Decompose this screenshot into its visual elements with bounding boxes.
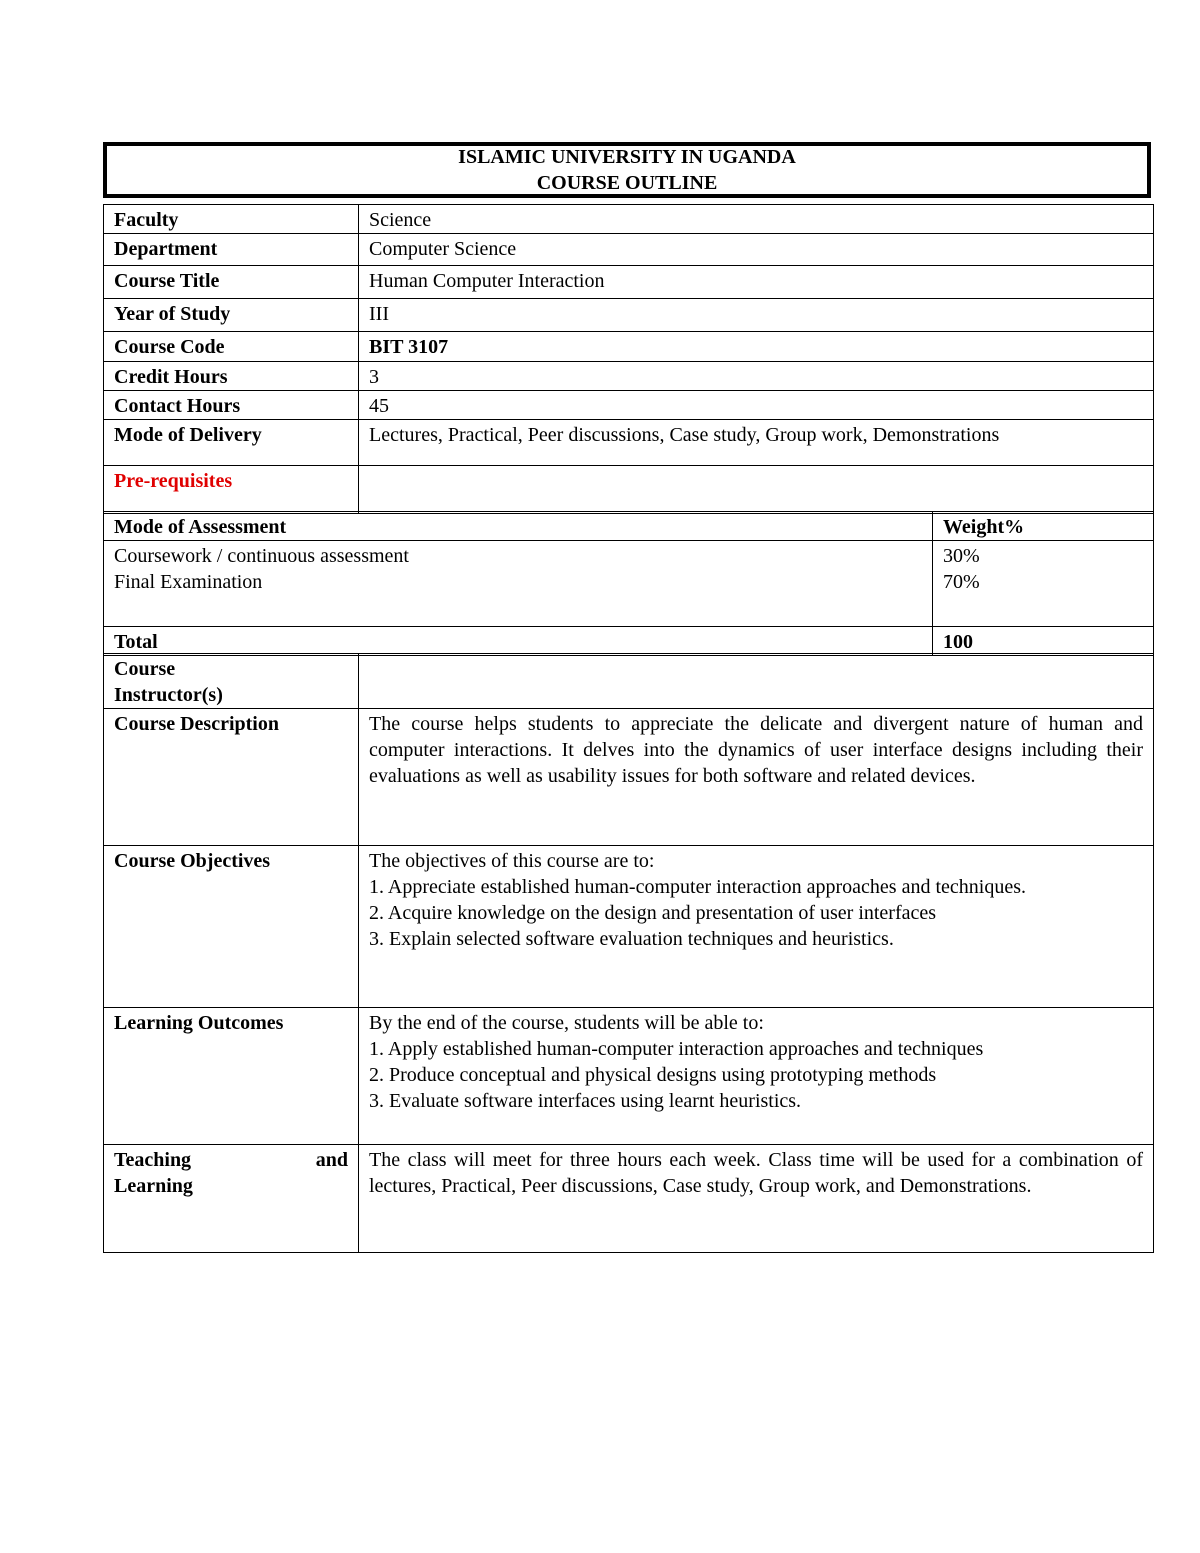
info-value (359, 466, 1154, 514)
document-header (103, 142, 1151, 198)
assessment-item-name: Final Examination (114, 571, 263, 593)
teaching-text: The class will meet for three hours each week. Class time will be used for a combination of lectures, Practical, Peer discussions, Case study, Group work, and Demonstrations. (359, 1145, 1154, 1253)
document-title: COURSE OUTLINE (536, 172, 718, 194)
teaching-label-line (114, 1147, 348, 1173)
info-label: Faculty (104, 205, 359, 234)
instructors-label-line: Instructor(s) (114, 684, 223, 706)
objectives-intro: The objectives of this course are to: (369, 850, 655, 872)
info-row-department (104, 234, 1154, 266)
outcomes-intro: By the end of the course, students will be able to: (369, 1012, 764, 1034)
instructors-label-line: Course (114, 658, 176, 680)
teaching-label-word: Teaching (114, 1149, 192, 1171)
assessment-header-label: Mode of Assessment (104, 512, 933, 541)
outcome-item: 1. Apply established human-computer interaction approaches and techniques (369, 1038, 984, 1060)
outcome-item: 2. Produce conceptual and physical designs using prototyping methods (369, 1064, 937, 1086)
objective-item: 2. Acquire knowledge on the design and presentation of user interfaces (369, 902, 937, 924)
teaching-row (104, 1145, 1154, 1253)
course-details-table (103, 653, 1154, 1253)
objective-item: 3. Explain selected software evaluation techniques and heuristics. (369, 928, 894, 950)
info-value: 45 (359, 391, 1154, 420)
assessment-names (104, 541, 933, 627)
info-value: Lectures, Practical, Peer discussions, Case study, Group work, Demonstrations (359, 420, 1154, 466)
info-value: Computer Science (359, 234, 1154, 266)
course-info-table (103, 204, 1154, 514)
description-row (104, 709, 1154, 846)
objectives-label: Course Objectives (104, 846, 359, 1008)
info-label: Department (104, 234, 359, 266)
info-row-course-code (104, 332, 1154, 362)
info-row-contact-hours (104, 391, 1154, 420)
info-row-credit-hours (104, 362, 1154, 391)
objectives-row (104, 846, 1154, 1008)
description-text: The course helps students to appreciate the delicate and divergent nature of human and computer interactions. It delves into the dynamics of user interface designs including their evaluations as well as usability issues for both software and related devices. (359, 709, 1154, 846)
instructors-value (359, 654, 1154, 709)
teaching-label (104, 1145, 359, 1253)
assessment-item-weight: 70% (943, 571, 980, 593)
total-label: Total (104, 627, 933, 656)
info-row-mode-of-delivery (104, 420, 1154, 466)
outcomes-label: Learning Outcomes (104, 1008, 359, 1145)
info-row-faculty (104, 205, 1154, 234)
objectives-content (359, 846, 1154, 1008)
info-label: Course Title (104, 266, 359, 299)
assessment-item-weight: 30% (943, 545, 980, 567)
info-label: Credit Hours (104, 362, 359, 391)
assessment-total-row (104, 627, 1154, 656)
info-value: 3 (359, 362, 1154, 391)
info-value: Science (359, 205, 1154, 234)
outcome-item: 3. Evaluate software interfaces using learnt heuristics. (369, 1090, 802, 1112)
info-value: III (359, 299, 1154, 332)
objective-item: 1. Appreciate established human-computer interaction approaches and techniques. (369, 876, 1026, 898)
info-label: Mode of Delivery (104, 420, 359, 466)
assessment-weights (933, 541, 1154, 627)
assessment-header-row (104, 512, 1154, 541)
info-label: Course Code (104, 332, 359, 362)
info-value: Human Computer Interaction (359, 266, 1154, 299)
info-row-course-title (104, 266, 1154, 299)
info-value: BIT 3107 (359, 332, 1154, 362)
info-row-year-of-study (104, 299, 1154, 332)
info-row-prerequisites (104, 466, 1154, 514)
assessment-item-name: Coursework / continuous assessment (114, 545, 409, 567)
university-name: ISLAMIC UNIVERSITY IN UGANDA (458, 146, 796, 168)
instructors-label (104, 654, 359, 709)
instructors-row (104, 654, 1154, 709)
info-label: Pre-requisites (104, 466, 359, 514)
teaching-label-word: and (315, 1149, 348, 1171)
assessment-items-row (104, 541, 1154, 627)
info-label: Year of Study (104, 299, 359, 332)
outcomes-row (104, 1008, 1154, 1145)
total-value: 100 (933, 627, 1154, 656)
info-label: Contact Hours (104, 391, 359, 420)
assessment-table (103, 511, 1154, 656)
assessment-header-weight: Weight% (933, 512, 1154, 541)
outcomes-content (359, 1008, 1154, 1145)
teaching-label-word: Learning (114, 1175, 193, 1197)
description-label: Course Description (104, 709, 359, 846)
